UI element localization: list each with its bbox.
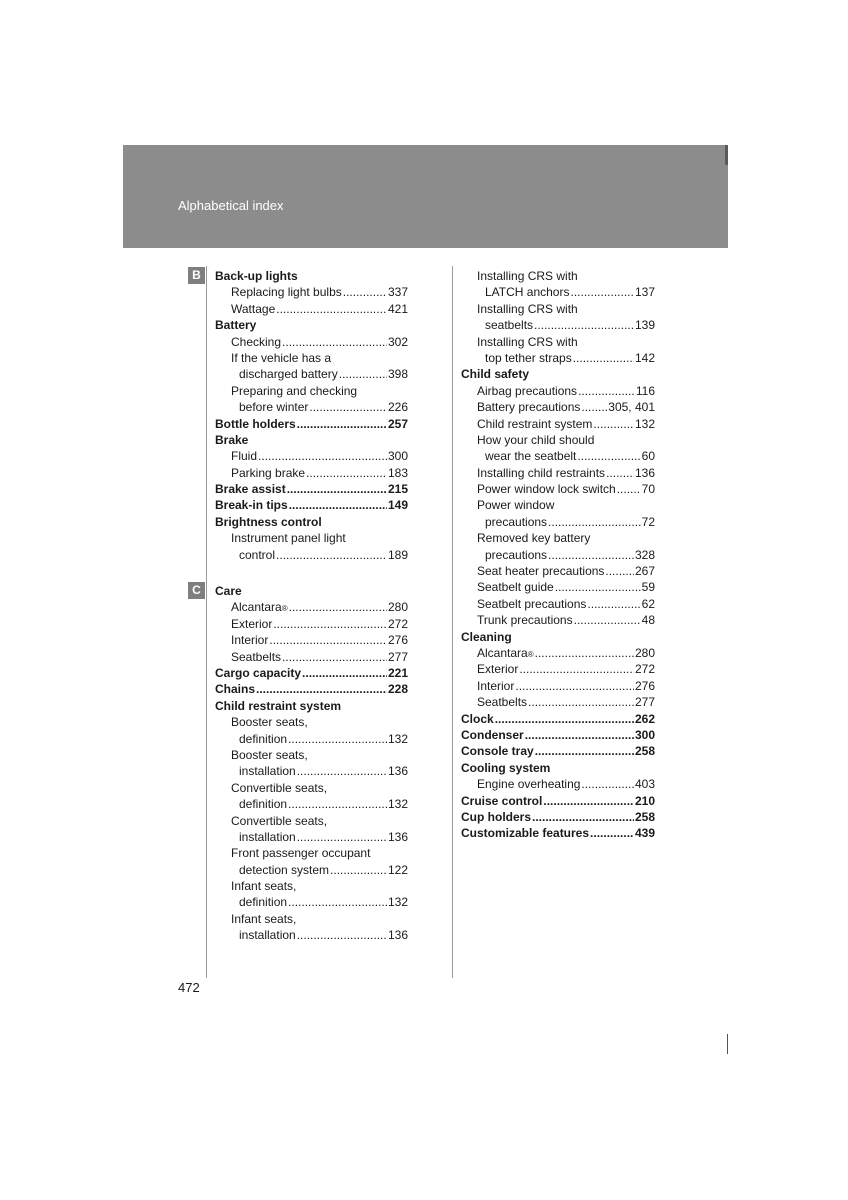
- column-divider-middle: [452, 266, 453, 978]
- entry-label: Child safety: [461, 367, 530, 382]
- index-subentry: [215, 927, 408, 943]
- dot-leader: [581, 399, 607, 415]
- dot-leader: [532, 809, 634, 825]
- entry-label: How your child should: [477, 432, 595, 447]
- index-subentry: [215, 813, 408, 829]
- entry-label: Clock: [461, 711, 494, 726]
- index-subentry: [215, 632, 408, 648]
- page-reference: 439: [634, 826, 655, 841]
- dot-leader: [534, 317, 634, 333]
- entry-label: top tether straps: [485, 350, 572, 365]
- page-reference: 122: [387, 862, 408, 877]
- dot-leader: [297, 763, 387, 779]
- page-reference: 215: [387, 482, 408, 497]
- page-reference: 328: [634, 547, 655, 562]
- index-subentry: [461, 416, 655, 432]
- entry-label: If the vehicle has a: [231, 350, 332, 365]
- index-subentry: [215, 796, 408, 812]
- entry-label: Brightness control: [215, 514, 322, 529]
- entry-label: Removed key battery: [477, 531, 591, 546]
- dot-leader: [548, 547, 634, 563]
- page-reference: 137: [634, 285, 655, 300]
- dot-leader: [288, 796, 387, 812]
- entry-label: Instrument panel light: [231, 531, 346, 546]
- entry-label: Infant seats,: [231, 911, 297, 926]
- entry-label: LATCH anchors: [485, 285, 570, 300]
- entry-label: Alcantara: [231, 600, 282, 615]
- page-reference: 337: [387, 285, 408, 300]
- index-subentry: [461, 399, 655, 415]
- entry-label: Convertible seats,: [231, 780, 328, 795]
- dot-leader: [330, 862, 387, 878]
- index-subentry: [461, 284, 655, 300]
- index-subentry: [461, 612, 655, 628]
- index-subentry: [461, 530, 655, 546]
- entry-label: Front passenger occupant: [231, 846, 371, 861]
- entry-label: Cup holders: [461, 809, 532, 824]
- dot-leader: [343, 284, 387, 300]
- entry-label: Chains: [215, 682, 256, 697]
- page-number: 472: [178, 980, 200, 995]
- dot-leader: [543, 793, 634, 809]
- column-divider-left: [206, 266, 207, 978]
- entry-label: Back-up lights: [215, 269, 298, 283]
- entry-label: Console tray: [461, 744, 534, 759]
- index-heading: [215, 268, 408, 284]
- entry-label: Customizable features: [461, 826, 590, 841]
- entry-label: seatbelts: [485, 318, 534, 333]
- page-reference: 136: [387, 764, 408, 779]
- entry-label: Exterior: [231, 616, 273, 631]
- index-heading: [215, 497, 408, 513]
- entry-label: Cargo capacity: [215, 665, 302, 680]
- page-reference: 132: [387, 797, 408, 812]
- entry-label: Booster seats,: [231, 747, 308, 762]
- index-heading: [215, 481, 408, 497]
- dot-leader: [302, 665, 387, 681]
- index-column-right: [461, 268, 655, 842]
- entry-label: Child restraint system: [477, 416, 593, 431]
- dot-leader: [528, 694, 634, 710]
- index-subentry: [215, 301, 408, 317]
- entry-label: Exterior: [477, 662, 519, 677]
- index-heading: [461, 711, 655, 727]
- dot-leader: [495, 711, 634, 727]
- dot-leader: [287, 481, 387, 497]
- entry-label: installation: [239, 928, 296, 943]
- entry-label: definition: [239, 895, 288, 910]
- entry-label: Installing child restraints: [477, 465, 606, 480]
- index-subentry: [461, 383, 655, 399]
- page-reference: 258: [634, 744, 655, 759]
- page-reference: 136: [387, 829, 408, 844]
- entry-label: Trunk precautions: [477, 613, 573, 628]
- page-reference: 132: [387, 731, 408, 746]
- entry-label: Installing CRS with: [477, 301, 578, 316]
- index-subentry: Alcantara ® ..... 280: [461, 645, 655, 661]
- dot-leader: [309, 399, 387, 415]
- index-subentry: [461, 563, 655, 579]
- dot-leader: [258, 448, 387, 464]
- index-subentry: [215, 894, 408, 910]
- page-reference: 302: [387, 334, 408, 349]
- entry-label: Battery: [215, 318, 257, 333]
- entry-label: control: [239, 547, 276, 562]
- index-subentry: [215, 747, 408, 763]
- page-reference: 280: [634, 645, 655, 660]
- page-reference: 59: [641, 580, 655, 595]
- dot-leader: [282, 334, 387, 350]
- index-heading: [461, 809, 655, 825]
- dot-leader: [548, 514, 641, 530]
- page-reference: 142: [634, 350, 655, 365]
- index-subentry: [215, 714, 408, 730]
- index-subentry: [461, 334, 655, 350]
- entry-label: Seatbelts: [231, 649, 282, 664]
- header-band: [123, 145, 728, 248]
- entry-label: Infant seats,: [231, 879, 297, 894]
- entry-label: Checking: [231, 334, 282, 349]
- entry-label: definition: [239, 797, 288, 812]
- entry-label: Installing CRS with: [477, 269, 578, 283]
- footer-edge-mark: [727, 1034, 728, 1054]
- entry-label: installation: [239, 764, 296, 779]
- entry-label: definition: [239, 731, 288, 746]
- page-reference: 277: [387, 649, 408, 664]
- dot-leader: [297, 927, 387, 943]
- entry-label: Seatbelts: [477, 695, 528, 710]
- page-reference: 62: [641, 596, 655, 611]
- entry-label: Condenser: [461, 727, 524, 742]
- page-reference: 272: [387, 616, 408, 631]
- dot-leader: [574, 612, 641, 628]
- entry-label: Seatbelt guide: [477, 580, 554, 595]
- page-reference: 398: [387, 367, 408, 382]
- entry-label: Parking brake: [231, 465, 306, 480]
- index-subentry: [461, 350, 655, 366]
- page-reference: 139: [634, 318, 655, 333]
- entry-label: Power window lock switch: [477, 482, 616, 497]
- entry-label: before winter: [239, 400, 309, 415]
- page-reference: 258: [634, 809, 655, 824]
- dot-leader: [590, 825, 634, 841]
- index-subentry: [461, 301, 655, 317]
- entry-label: Airbag precautions: [477, 383, 578, 398]
- index-heading: [215, 317, 408, 333]
- page-reference: 132: [634, 416, 655, 431]
- dot-leader: [276, 547, 387, 563]
- index-subentry: [215, 284, 408, 300]
- page-reference: 210: [634, 793, 655, 808]
- dot-leader: [515, 678, 634, 694]
- index-subentry: [461, 317, 655, 333]
- entry-label: Wattage: [231, 301, 276, 316]
- index-subentry: [215, 465, 408, 481]
- index-subentry: [461, 432, 655, 448]
- index-subentry: [461, 596, 655, 612]
- dot-leader: [606, 465, 634, 481]
- dot-leader: [289, 497, 387, 513]
- page-reference: 221: [387, 665, 408, 680]
- entry-label: Battery precautions: [477, 400, 581, 415]
- index-subentry: [215, 731, 408, 747]
- dot-leader: [339, 366, 387, 382]
- index-heading: [215, 681, 408, 697]
- index-subentry: [215, 350, 408, 366]
- index-subentry: [461, 579, 655, 595]
- entry-label: Cooling system: [461, 760, 551, 775]
- entry-label: Preparing and checking: [231, 383, 358, 398]
- index-subentry: [461, 465, 655, 481]
- index-subentry: [215, 878, 408, 894]
- entry-label: Booster seats,: [231, 715, 308, 730]
- page-reference: 305, 401: [608, 400, 655, 415]
- page-reference: 189: [387, 547, 408, 562]
- index-subentry: [461, 776, 655, 792]
- dot-leader: [297, 829, 387, 845]
- entry-label: Cleaning: [461, 629, 512, 644]
- page-reference: 403: [634, 777, 655, 792]
- index-heading: [215, 416, 408, 432]
- dot-leader: [276, 301, 387, 317]
- dot-leader: [581, 776, 634, 792]
- entry-label: Brake: [215, 432, 249, 447]
- index-heading: [461, 629, 655, 645]
- entry-label: Convertible seats,: [231, 813, 328, 828]
- dot-leader: [593, 416, 634, 432]
- dot-leader: [617, 481, 641, 497]
- index-subentry: [215, 862, 408, 878]
- index-heading: [215, 665, 408, 681]
- index-heading: [215, 514, 408, 530]
- index-column-left: [215, 268, 408, 944]
- entry-label: Child restraint system: [215, 698, 342, 713]
- section-letter-b: B: [188, 267, 205, 284]
- entry-label: detection system: [239, 862, 330, 877]
- page-title: Alphabetical index: [178, 198, 284, 213]
- page-reference: 48: [641, 613, 655, 628]
- index-subentry: [461, 481, 655, 497]
- dot-leader: [577, 448, 640, 464]
- index-heading: [215, 583, 408, 599]
- page-reference: 136: [387, 928, 408, 943]
- dot-leader: [289, 599, 387, 615]
- index-heading: [215, 432, 408, 448]
- page-reference: 300: [387, 449, 408, 464]
- page-reference: 72: [641, 514, 655, 529]
- entry-label: Replacing light bulbs: [231, 285, 342, 300]
- index-subentry: [461, 547, 655, 563]
- index-subentry: [461, 497, 655, 513]
- page-reference: 183: [387, 465, 408, 480]
- page-reference: 272: [634, 662, 655, 677]
- page-reference: 421: [387, 301, 408, 316]
- dot-leader: [288, 731, 387, 747]
- page-reference: 276: [387, 633, 408, 648]
- index-heading: [215, 698, 408, 714]
- entry-label: precautions: [485, 514, 548, 529]
- index-heading: [461, 825, 655, 841]
- index-subentry: [215, 366, 408, 382]
- entry-label: Installing CRS with: [477, 334, 578, 349]
- dot-leader: [605, 563, 634, 579]
- entry-label: Brake assist: [215, 482, 286, 497]
- page-reference: 262: [634, 711, 655, 726]
- entry-label: Fluid: [231, 449, 258, 464]
- entry-label: installation: [239, 829, 296, 844]
- dot-leader: [297, 416, 387, 432]
- entry-label: Interior: [231, 633, 269, 648]
- index-subentry: [461, 448, 655, 464]
- entry-label: Seat heater precautions: [477, 564, 605, 579]
- section-letter-c: C: [188, 582, 205, 599]
- dot-leader: [269, 632, 387, 648]
- index-heading: [461, 760, 655, 776]
- entry-label: discharged battery: [239, 367, 338, 382]
- index-subentry: [461, 661, 655, 677]
- entry-label: Break-in tips: [215, 498, 288, 513]
- index-subentry: Alcantara ® ..... 280: [215, 599, 408, 615]
- index-subentry: [215, 911, 408, 927]
- dot-leader: [535, 645, 634, 661]
- page-reference: 280: [387, 600, 408, 615]
- dot-leader: [555, 579, 641, 595]
- index-heading: [461, 727, 655, 743]
- index-subentry: [215, 649, 408, 665]
- dot-leader: [578, 383, 635, 399]
- entry-label: Care: [215, 584, 242, 599]
- section-gap: [215, 563, 408, 583]
- page-reference: 277: [634, 695, 655, 710]
- page-reference: 149: [387, 498, 408, 513]
- index-subentry: [215, 334, 408, 350]
- index-subentry: [215, 547, 408, 563]
- entry-label: Bottle holders: [215, 416, 296, 431]
- index-subentry: [215, 829, 408, 845]
- index-subentry: [215, 383, 408, 399]
- index-heading: [461, 366, 655, 382]
- page-reference: 132: [387, 895, 408, 910]
- dot-leader: [535, 743, 634, 759]
- dot-leader: [573, 350, 634, 366]
- entry-label: Seatbelt precautions: [477, 596, 587, 611]
- page-reference: 267: [634, 564, 655, 579]
- page-reference: 136: [634, 465, 655, 480]
- page-reference: 228: [387, 682, 408, 697]
- dot-leader: [288, 894, 387, 910]
- dot-leader: [306, 465, 387, 481]
- page-reference: 60: [641, 449, 655, 464]
- index-subentry: [215, 530, 408, 546]
- page-reference: 300: [634, 727, 655, 742]
- index-heading: [461, 743, 655, 759]
- entry-label: Interior: [477, 678, 515, 693]
- entry-label: Cruise control: [461, 793, 543, 808]
- index-subentry: [215, 616, 408, 632]
- entry-label: Power window: [477, 498, 555, 513]
- entry-label: wear the seatbelt: [485, 449, 577, 464]
- dot-leader: [282, 649, 387, 665]
- index-subentry: [215, 763, 408, 779]
- entry-label: Engine overheating: [477, 777, 581, 792]
- page-reference: 257: [387, 416, 408, 431]
- dot-leader: [519, 661, 634, 677]
- dot-leader: [587, 596, 640, 612]
- index-subentry: [215, 448, 408, 464]
- page-reference: 70: [641, 482, 655, 497]
- page-reference: 116: [635, 383, 655, 398]
- page-reference: 276: [634, 678, 655, 693]
- index-heading: [461, 793, 655, 809]
- page-reference: 226: [387, 400, 408, 415]
- dot-leader: [525, 727, 634, 743]
- index-subentry: [461, 678, 655, 694]
- dot-leader: [273, 616, 387, 632]
- index-subentry: [461, 694, 655, 710]
- entry-label: Alcantara: [477, 645, 528, 660]
- index-subentry: [461, 268, 655, 284]
- index-subentry: [215, 399, 408, 415]
- dot-leader: [256, 681, 387, 697]
- header-edge-mark: [725, 145, 728, 165]
- index-subentry: [215, 845, 408, 861]
- entry-label: precautions: [485, 547, 548, 562]
- index-subentry: [215, 780, 408, 796]
- dot-leader: [570, 284, 633, 300]
- index-subentry: [461, 514, 655, 530]
